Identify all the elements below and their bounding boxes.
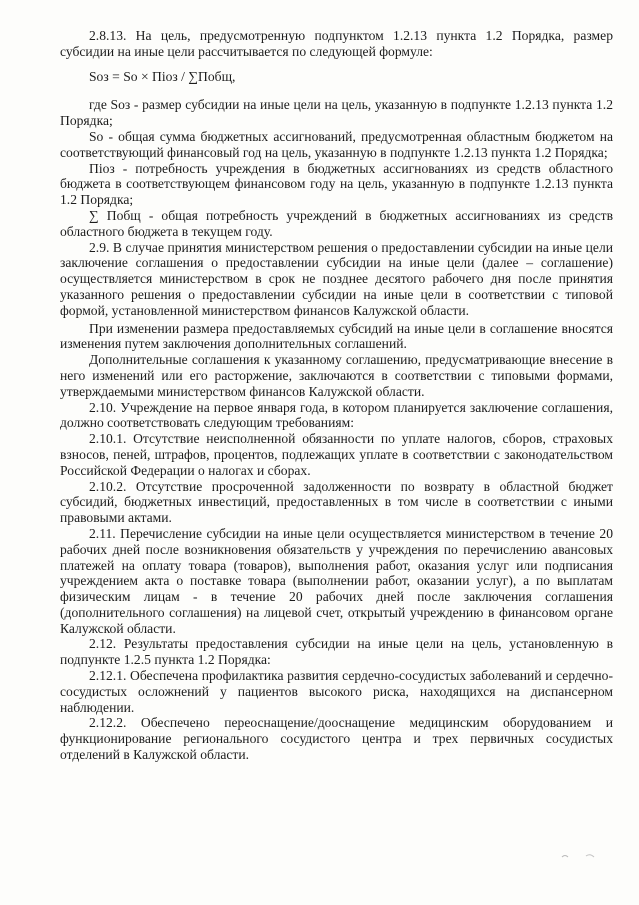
paragraph-additional-agreements: Дополнительные соглашения к указанному соглашению, предусматривающие внесение в него изменений или его расторжение, заключаются в соответствии с типовыми формами, утверждаемыми министерством финансов Калужской области. — [60, 352, 613, 399]
definition-pioz: Піоз - потребность учреждения в бюджетных ассигнованиях из средств областного бюджета в соответствующем финансовом году на цель, указанную в подпункте 1.2.13 пункта 1.2 Порядка; — [60, 160, 613, 208]
document-body — [60, 28, 613, 763]
paragraph-2-8-13: 2.8.13. На цель, предусмотренную подпунктом 1.2.13 пункта 1.2 Порядка, размер субсидии на иные цели рассчитывается по следующей формуле: — [60, 28, 613, 59]
paragraph-2-12-2: 2.12.2. Обеспечено переоснащение/дооснащение медицинским оборудованием и функционирование регионального сосудистого центра и трех первичных сосудистых отделений в Калужской области. — [60, 715, 613, 763]
paragraph-size-change: При изменении размера предоставляемых субсидий на иные цели в соглашение вносятся изменения путем заключения дополнительных соглашений. — [60, 320, 613, 352]
paragraph-2-12: 2.12. Результаты предоставления субсидии на иные цели на цель, установленную в подпункте 1.2.5 пункта 1.2 Порядка: — [60, 636, 613, 668]
paragraph-2-10: 2.10. Учреждение на первое января года, в котором планируется заключение соглашения, должно соответствовать следующим требованиям: — [60, 399, 613, 431]
paragraph-2-12-1: 2.12.1. Обеспечена профилактика развития сердечно-сосудистых заболеваний и сердечно-сосудистых осложнений у пациентов высокого риска, находящихся на диспансерном наблюдении. — [60, 668, 613, 715]
paragraph-2-11: 2.11. Перечисление субсидии на иные цели осуществляется министерством в течение 20 рабочих дней после возникновения обязательств у учреждения по перечислению авансовых платежей на оплату товара (товаров), выполнения работ, оказания услуг или подписания учреждением акта о поставке товара (выполнении работ, оказании услуг), а по выплатам физическим лицам - в течение 20 рабочих дней после заключения соглашения (дополнительного соглашения) на лицевой счет, открытый учреждению в финансовом органе Калужской области. — [60, 525, 613, 636]
paragraph-2-10-2: 2.10.2. Отсутствие просроченной задолженности по возврату в областной бюджет субсидий, бюджетных инвестиций, предоставленных в том числе в соответствии с иными правовыми актами. — [60, 478, 613, 526]
definition-so: Sо - общая сумма бюджетных ассигнований, предусмотренная областным бюджетом на соответствующий финансовый год на цель, указанную в подпункте 1.2.13 пункта 1.2 Порядка; — [60, 128, 613, 160]
paragraph-2-9: 2.9. В случае принятия министерством решения о предоставлении субсидии на иные цели заключение соглашения о предоставлении субсидии на иные цели (далее – соглашение) осуществляется министерством в срок не позднее десятого рабочего дня после принятия указанного решения о предоставлении субсидии на иные цели в соответствии с типовой формой, установленной министерством финансов Калужской области. — [60, 239, 613, 318]
definition-total-need: ∑ Побщ - общая потребность учреждений в бюджетных ассигнованиях из средств областного бюджета в текущем году. — [60, 207, 613, 239]
definition-soz: где Sоз - размер субсидии на иные цели на цель, указанную в подпункте 1.2.13 пункта 1.2 Порядка; — [60, 97, 613, 129]
paragraph-2-10-1: 2.10.1. Отсутствие неисполненной обязанности по уплате налогов, сборов, страховых взносов, пеней, штрафов, процентов, подлежащих уплате в соответствии с законодательством Российской Федерации о налогах и сборах. — [60, 431, 613, 478]
subsidy-formula: Sоз = Sо × Піоз / ∑Побщ, — [89, 68, 236, 84]
scan-artifact-marks — [560, 852, 600, 860]
